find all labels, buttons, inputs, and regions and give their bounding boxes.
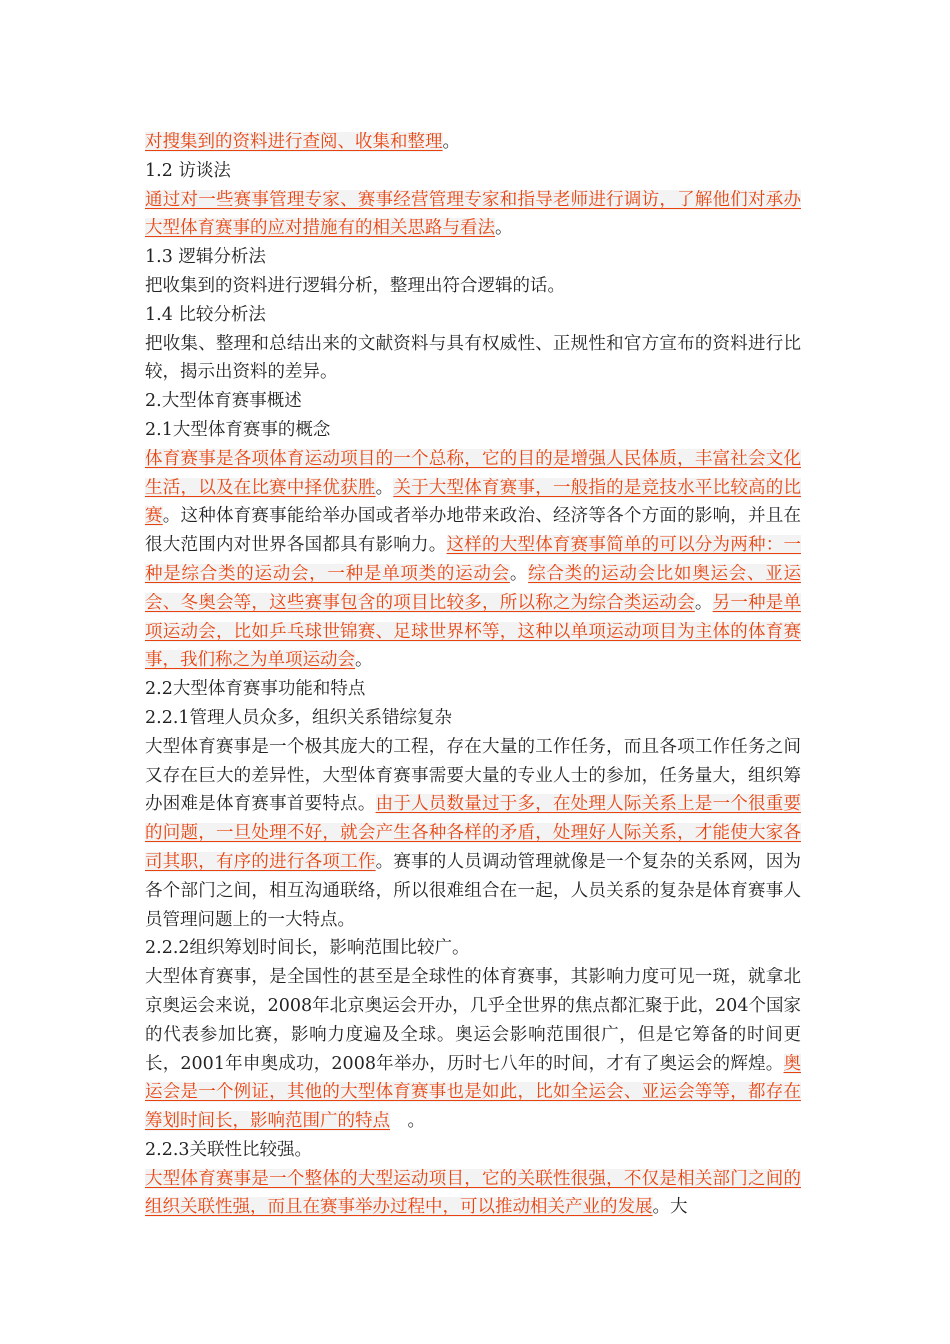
heading-2-2-3: [145, 1136, 801, 1165]
highlight-text: 综合类的运动会比如奥运会、亚运会、冬奥会等，这些赛事包含的项目比较多，所以称之为综合类运动会: [145, 563, 802, 613]
highlight-text: 奥运会是一个例证，其他的大型体育赛事也是如此，比如全运会、亚运会等等，都存在筹划时间长，影响范围广的特点: [145, 1053, 801, 1132]
text: 。: [495, 218, 513, 239]
text: 把收集到的资料进行逻辑分析，整理出符合逻辑的话。: [145, 275, 565, 296]
text: 。赛事的人员调动管理就像是一个复杂的关系网，因为各个部门之间，相互沟通联络，所以很难组合在一起，人员关系的复杂是体育赛事人员管理问题上的一大特点。: [145, 851, 802, 930]
para-1-2: [145, 186, 801, 244]
heading-2-2-1: [145, 704, 801, 733]
text: 。: [442, 132, 460, 152]
highlight-text: 另一种是单项运动会，比如乒乓球世锦赛、足球世界杯等，这种以单项运动项目为主体的体育赛事，我们称之为单项运动会: [145, 592, 802, 671]
heading-2-2-2: [145, 934, 801, 963]
heading-2-1: [145, 416, 801, 445]
heading-1-4: [145, 301, 801, 330]
text: 。: [390, 1111, 425, 1132]
text: 。: [355, 650, 373, 671]
text: 大型体育赛事是一个极其庞大的工程，存在大量的工作任务，而且各项工作任务之间又存在巨大的差异性，大型体育赛事需要大量的专业人士的参加，任务量大，组织筹办困难是体育赛事首要特点。: [145, 736, 801, 815]
para-2-2-2: [145, 963, 801, 1136]
para-2-2-3: [145, 1165, 801, 1223]
highlight-text: 大型体育赛事是一个整体的大型运动项目，它的关联性很强，不仅是相关部门之间的组织关联性强，而且在赛事举办过程中，可以推动相关产业的发展: [145, 1168, 801, 1218]
para-2-2-1: [145, 733, 801, 935]
para-1-4: [145, 330, 801, 388]
heading-1-2: [145, 157, 801, 186]
text: 。: [375, 477, 394, 498]
heading-1-3: [145, 243, 801, 272]
heading-text: 2.2大型体育赛事功能和特点: [145, 679, 366, 700]
para-intro-end: [145, 128, 801, 157]
para-2-1: [145, 445, 801, 675]
text: 。这种体育赛事能给举办国或者举办地带来政治、经济等各个方面的影响，并且在很大范围内对世界各国都具有影响力。: [145, 506, 802, 556]
para-1-3: [145, 272, 801, 301]
highlight-text: 关于大型体育赛事，一般指的是竞技水平比较高的比赛: [145, 477, 802, 527]
heading-text: 1.2 访谈法: [145, 160, 231, 181]
heading-text: 2.大型体育赛事概述: [145, 391, 302, 412]
document-page: [145, 128, 801, 1222]
heading-text: 2.1大型体育赛事的概念: [145, 419, 331, 440]
text: 。: [694, 592, 713, 613]
text: 把收集、整理和总结出来的文献资料与具有权威性、正规性和官方宣布的资料进行比较，揭示出资料的差异。: [145, 333, 801, 383]
highlight-text: 由于人员数量过于多，在处理人际关系上是一个很重要的问题，一旦处理不好，就会产生各种各样的矛盾，处理好人际关系，才能使大家各司其职，有序的进行各项工作: [145, 794, 802, 872]
highlight-text: 体育赛事是各项体育运动项目的一个总称，它的目的是增强人民体质，丰富社会文化生活，以及在比赛中择优获胜: [145, 448, 801, 498]
heading-2-2: [145, 675, 801, 704]
heading-text: 2.2.3关联性比较强。: [145, 1139, 313, 1160]
heading-text: 1.3 逻辑分析法: [145, 247, 266, 268]
text: 大型体育赛事，是全国性的甚至是全球性的体育赛事，其影响力度可见一斑，就拿北京奥运会来说，2008年北京奥运会开办，几乎全世界的焦点都汇聚于此，204个国家的代表参加比赛，影响力度遍及全球。奥运会影响范围很广，但是它筹备的时间更长，2001年申奥成功，2008年举办，历时七八年的时间，才有了奥运会的辉煌。: [145, 967, 801, 1074]
heading-text: 2.2.1管理人员众多，组织关系错综复杂: [145, 707, 453, 728]
highlight-text: 这样的大型体育赛事简单的可以分为两种：一种是综合类的运动会，一种是单项类的运动会: [145, 535, 802, 584]
heading-2: [145, 387, 801, 416]
text: 。: [509, 563, 529, 584]
highlight-text: 通过对一些赛事管理专家、赛事经营管理专家和指导老师进行调访，了解他们对承办大型体育赛事的应对措施有的相关思路与看法: [145, 189, 801, 239]
heading-text: 2.2.2组织筹划时间长，影响范围比较广。: [145, 938, 470, 959]
highlight-text: 对搜集到的资料进行查阅、收集和整理: [145, 132, 443, 152]
text: 。大: [652, 1197, 688, 1218]
heading-text: 1.4 比较分析法: [145, 304, 266, 325]
